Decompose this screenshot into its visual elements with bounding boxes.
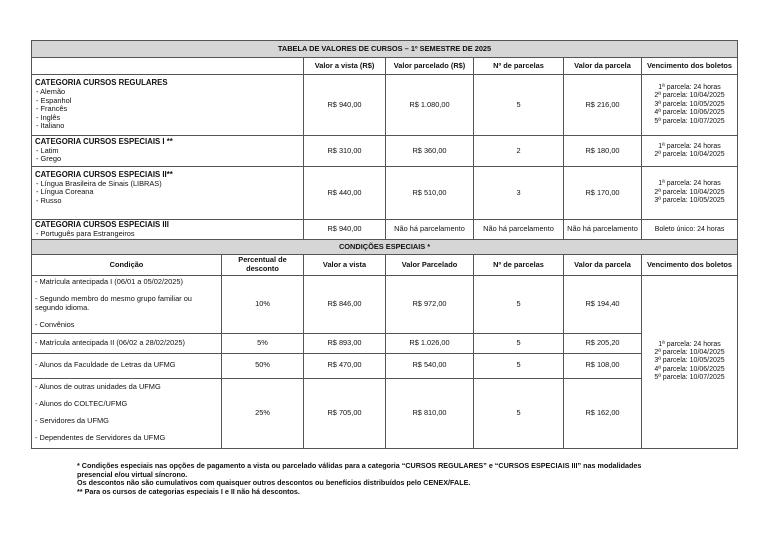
course-item: - Espanhol xyxy=(36,95,72,105)
valor-parcelado: R$ 510,00 xyxy=(386,167,474,220)
footnote-line: Os descontos não são cumulativos com quaisquer outros descontos ou benefícios distribuídos pelo CENEX/FALE. xyxy=(77,478,471,488)
n-parcelas: 5 xyxy=(474,378,564,448)
valor-parcelado: R$ 1.080,00 xyxy=(386,75,474,136)
special-vencimento-cell xyxy=(642,275,738,448)
condition-line: - Matrícula antecipada II (06/02 a 28/02/2025) xyxy=(35,337,185,347)
special-header-n-parcelas: Nº de parcelas xyxy=(474,255,564,275)
category-cell xyxy=(32,75,304,136)
vencimento-line: 4ª parcela: 10/06/2025 xyxy=(654,365,725,373)
vencimento-line: 1ª parcela: 24 horas xyxy=(658,340,721,348)
valor-vista: R$ 846,00 xyxy=(304,275,386,333)
vencimento-line: 3ª parcela: 10/05/2025 xyxy=(654,197,725,205)
valor-parcelado: R$ 1.026,00 xyxy=(386,333,474,353)
condition-line: - Convênios xyxy=(35,319,75,329)
vencimento-line: 1ª parcela: 24 horas xyxy=(658,180,721,188)
valor-parcelado: R$ 540,00 xyxy=(386,353,474,378)
footnote-line: presencial e/ou virtual síncrono. xyxy=(77,469,188,479)
vencimento-cell xyxy=(642,167,738,220)
vencimento-line: 2ª parcela: 10/04/2025 xyxy=(654,92,725,100)
valor-vista: R$ 940,00 xyxy=(304,75,386,136)
table-title: TABELA DE VALORES DE CURSOS – 1º SEMESTRE DE 2025 xyxy=(32,41,738,58)
percentual: 25% xyxy=(222,378,304,448)
valor-vista: R$ 440,00 xyxy=(304,167,386,220)
vencimento-line: 2ª parcela: 10/04/2025 xyxy=(654,188,725,196)
n-parcelas: 5 xyxy=(474,75,564,136)
percentual: 5% xyxy=(222,333,304,353)
valor-parcela: R$ 108,00 xyxy=(564,353,642,378)
special-header-valor-parcelado: Valor Parcelado xyxy=(386,255,474,275)
header-vencimento: Vencimento dos boletos xyxy=(642,58,738,75)
category-name: CATEGORIA CURSOS ESPECIAIS I ** xyxy=(35,137,173,146)
course-item: - Português para Estrangeiros xyxy=(36,228,135,238)
valor-parcelado: R$ 972,00 xyxy=(386,275,474,333)
condition-line: - Servidores da UFMG xyxy=(35,416,109,425)
valor-vista: R$ 705,00 xyxy=(304,378,386,448)
vencimento-line: 5ª parcela: 10/07/2025 xyxy=(654,374,725,382)
special-title: CONDIÇÕES ESPECIAIS * xyxy=(32,240,738,255)
special-header-valor-vista: Valor a vista xyxy=(304,255,386,275)
condition-cell xyxy=(32,333,222,353)
course-item: - Francês xyxy=(36,104,68,114)
course-item: - Latim xyxy=(36,145,59,155)
vencimento-cell xyxy=(642,220,738,240)
valor-parcela: R$ 205,20 xyxy=(564,333,642,353)
category-name: CATEGORIA CURSOS REGULARES xyxy=(35,78,168,88)
vencimento-line: 1ª parcela: 24 horas xyxy=(658,84,721,92)
percentual: 50% xyxy=(222,353,304,378)
footnotes xyxy=(77,462,747,497)
category-cell xyxy=(32,136,304,167)
n-parcelas: 2 xyxy=(474,136,564,167)
footnote-line: ** Para os cursos de categorias especiais I e II não há descontos. xyxy=(77,486,300,496)
valor-vista: R$ 940,00 xyxy=(304,220,386,240)
valor-parcela: R$ 180,00 xyxy=(564,136,642,167)
valor-parcela: Não há parcelamento xyxy=(564,220,642,240)
header-blank xyxy=(32,58,304,75)
valor-parcela: R$ 170,00 xyxy=(564,167,642,220)
course-item: - Grego xyxy=(36,154,62,164)
course-item: - Alemão xyxy=(36,87,66,97)
price-table xyxy=(31,40,738,449)
n-parcelas: Não há parcelamento xyxy=(474,220,564,240)
header-valor-parcela: Valor da parcela xyxy=(564,58,642,75)
vencimento-cell xyxy=(642,136,738,167)
footnote-line: * Condições especiais nas opções de pagamento a vista ou parcelado válidas para a categoria “CURSOS REGULARES” e “CURSOS ESPECIAIS III” nas modalidades xyxy=(77,461,642,470)
condition-line: - Alunos da Faculdade de Letras da UFMG xyxy=(35,360,176,370)
condition-line: - Alunos do COLTEC/UFMG xyxy=(35,399,128,409)
special-header-valor-parcela: Valor da parcela xyxy=(564,255,642,275)
condition-line: - Alunos de outras unidades da UFMG xyxy=(35,382,161,392)
course-item: - Língua Coreana xyxy=(36,187,94,197)
header-valor-vista: Valor a vista (R$) xyxy=(304,58,386,75)
valor-parcelado: R$ 810,00 xyxy=(386,378,474,448)
category-name: CATEGORIA CURSOS ESPECIAIS III xyxy=(35,220,169,229)
special-header-vencimento: Vencimento dos boletos xyxy=(642,255,738,275)
n-parcelas: 5 xyxy=(474,275,564,333)
condition-cell xyxy=(32,353,222,378)
category-cell xyxy=(32,220,304,240)
vencimento-line: 2ª parcela: 10/04/2025 xyxy=(654,348,725,356)
valor-vista: R$ 310,00 xyxy=(304,136,386,167)
condition-line: - Matrícula antecipada I (06/01 a 05/02/2025) xyxy=(35,277,183,287)
category-name: CATEGORIA CURSOS ESPECIAIS II** xyxy=(35,169,173,179)
vencimento-line: 4ª parcela: 10/06/2025 xyxy=(654,109,725,117)
category-cell xyxy=(32,167,304,220)
condition-line: - Segundo membro do mesmo grupo familiar ou segundo idioma. xyxy=(35,294,192,312)
vencimento-line: 3ª parcela: 10/05/2025 xyxy=(654,100,725,108)
condition-line: - Dependentes de Servidores da UFMG xyxy=(35,432,166,442)
n-parcelas: 3 xyxy=(474,167,564,220)
course-item: - Língua Brasileira de Sinais (LIBRAS) xyxy=(36,178,162,188)
header-valor-parcelado: Valor parcelado (R$) xyxy=(386,58,474,75)
header-n-parcelas: Nº de parcelas xyxy=(474,58,564,75)
course-item: - Russo xyxy=(36,195,62,205)
vencimento-line: 3ª parcela: 10/05/2025 xyxy=(654,357,725,365)
vencimento-line: 1ª parcela: 24 horas xyxy=(658,142,721,150)
valor-parcela: R$ 216,00 xyxy=(564,75,642,136)
valor-parcela: R$ 194,40 xyxy=(564,275,642,333)
price-table-container xyxy=(31,40,737,449)
condition-cell xyxy=(32,378,222,448)
vencimento-line: 5ª parcela: 10/07/2025 xyxy=(654,117,725,125)
valor-parcelado: Não há parcelamento xyxy=(386,220,474,240)
vencimento-line: Boleto único: 24 horas xyxy=(654,225,725,233)
valor-vista: R$ 893,00 xyxy=(304,333,386,353)
n-parcelas: 5 xyxy=(474,353,564,378)
special-header-percentual: Percentual de desconto xyxy=(222,255,304,275)
n-parcelas: 5 xyxy=(474,333,564,353)
vencimento-cell xyxy=(642,75,738,136)
valor-parcelado: R$ 360,00 xyxy=(386,136,474,167)
vencimento-line: 2ª parcela: 10/04/2025 xyxy=(654,151,725,158)
condition-cell xyxy=(32,275,222,333)
course-item: - Italiano xyxy=(36,121,65,131)
valor-parcela: R$ 162,00 xyxy=(564,378,642,448)
course-item: - Inglês xyxy=(36,112,61,122)
valor-vista: R$ 470,00 xyxy=(304,353,386,378)
special-header-condicao: Condição xyxy=(32,255,222,275)
percentual: 10% xyxy=(222,275,304,333)
